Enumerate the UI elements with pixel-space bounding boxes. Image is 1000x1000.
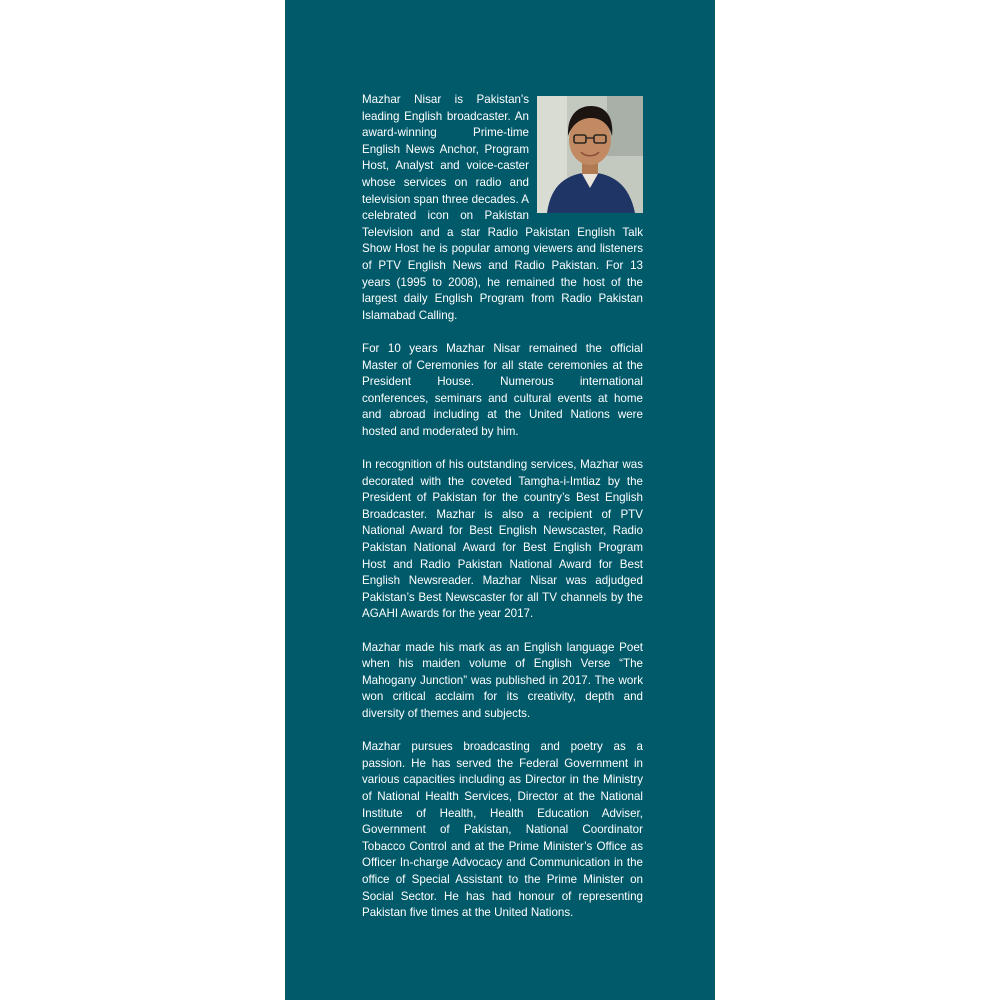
bio-paragraph-3: In recognition of his outstanding services, Mazhar was decorated with the coveted Tamgha-i-Imtiaz by the President of Pakistan for the country’s Best English Broadcaster. Mazhar is also a recipient of PTV National Award for Best English Newscaster, Radio Pakistan National Award for Best English Program Host and Radio Pakistan National Award for Best English Newsreader. Mazhar Nisar was adjudged Pakistan’s Best Newscaster for all TV channels by the AGAHI Awards for the year 2017. (362, 458, 643, 621)
bio-paragraph-4: Mazhar made his mark as an English language Poet when his maiden volume of English Verse “The Mahogany Junction” was published in 2017. The work won critical acclaim for its creativity, depth and diversity of themes and subjects. (362, 640, 643, 720)
portrait-photo-icon (537, 96, 643, 213)
bio-paragraph-5: Mazhar pursues broadcasting and poetry as a passion. He has served the Federal Government in various capacities including as Director in the Ministry of National Health Services, Director at the National Institute of Health, Health Education Adviser, Government of Pakistan, National Coordinator Tobacco Control and at the Prime Minister’s Office as Officer In-charge Advocacy and Communication in the office of Special Assistant to the Prime Minister on Social Sector. He has had honour of representing Pakistan five times at the United Nations. (362, 740, 643, 920)
bio-paragraph-2: For 10 years Mazhar Nisar remained the official Master of Ceremonies for all state ceremonies at the President House. Numerous international conferences, seminars and cultural events at home and abroad including at the United Nations were hosted and moderated by him. (362, 341, 643, 438)
bio-paragraph-1 (362, 92, 643, 324)
bio-paragraph-1-text: Mazhar Nisar is Pakistan's leading English broadcaster. An award-winning Prime-time English News Anchor, Program Host, Analyst and voice-caster whose services on radio and television span three decades. A celebrated icon on Pakistan Television and a star Radio Pakistan English Talk Show Host he is popular among viewers and listeners of PTV English News and Radio Pakistan. For 13 years (1995 to 2008), he remained the host of the largest daily English Program from Radio Pakistan Islamabad Calling. (362, 93, 643, 322)
author-portrait-photo (537, 96, 643, 213)
author-biography (362, 92, 643, 938)
